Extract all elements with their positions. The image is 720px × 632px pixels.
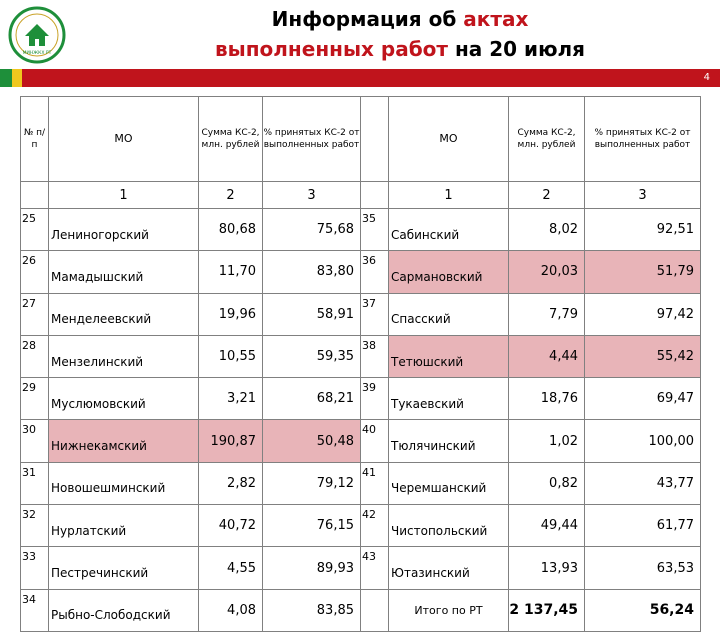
table-row bbox=[21, 420, 701, 462]
row-number: 35 bbox=[361, 209, 389, 251]
col-number-mo: 1 bbox=[49, 182, 199, 209]
percent-value: 100,00 bbox=[585, 420, 701, 462]
municipality-name: Менделеевский bbox=[49, 293, 199, 335]
table-row bbox=[21, 293, 701, 335]
sum-value: 2,82 bbox=[199, 462, 263, 504]
percent-value: 59,35 bbox=[263, 335, 361, 377]
municipality-name: Чистопольский bbox=[389, 505, 509, 547]
percent-value: 50,48 bbox=[263, 420, 361, 462]
row-number: 30 bbox=[21, 420, 49, 462]
row-number: 27 bbox=[21, 293, 49, 335]
percent-value: 89,93 bbox=[263, 547, 361, 589]
page-title: Информация об актах выполненных работ на 20 июля bbox=[214, 7, 585, 61]
percent-value: 63,53 bbox=[585, 547, 701, 589]
sum-value: 20,03 bbox=[509, 251, 585, 293]
sum-value: 4,55 bbox=[199, 547, 263, 589]
row-number: 42 bbox=[361, 505, 389, 547]
sum-value: 8,02 bbox=[509, 209, 585, 251]
row-number: 37 bbox=[361, 293, 389, 335]
percent-value: 97,42 bbox=[585, 293, 701, 335]
percent-value: 69,47 bbox=[585, 378, 701, 420]
percent-value: 92,51 bbox=[585, 209, 701, 251]
municipality-name: Мамадышский bbox=[49, 251, 199, 293]
row-number: 41 bbox=[361, 462, 389, 504]
col-header-mo: МО bbox=[49, 97, 199, 182]
table-row bbox=[21, 335, 701, 377]
total-sum: 2 137,45 bbox=[509, 589, 585, 631]
table-row bbox=[21, 378, 701, 420]
municipality-name: Тетюшский bbox=[389, 335, 509, 377]
municipality-name: Нурлатский bbox=[49, 505, 199, 547]
percent-value: 68,21 bbox=[263, 378, 361, 420]
sum-value: 40,72 bbox=[199, 505, 263, 547]
sum-value: 190,87 bbox=[199, 420, 263, 462]
row-number: 36 bbox=[361, 251, 389, 293]
col-number-cell bbox=[21, 182, 49, 209]
col-number-sum: 2 bbox=[199, 182, 263, 209]
row-number: 31 bbox=[21, 462, 49, 504]
col-number-mo-right: 1 bbox=[389, 182, 509, 209]
percent-value: 83,85 bbox=[263, 589, 361, 631]
logo-text: МИНЖКХ РТ bbox=[22, 51, 52, 56]
sum-value: 0,82 bbox=[509, 462, 585, 504]
col-header-pct: % принятых КС-2 от выполненных работ bbox=[263, 97, 361, 182]
municipality-name: Сабинский bbox=[389, 209, 509, 251]
municipality-name: Черемшанский bbox=[389, 462, 509, 504]
row-number: 25 bbox=[21, 209, 49, 251]
municipality-name: Муслюмовский bbox=[49, 378, 199, 420]
row-number: 39 bbox=[361, 378, 389, 420]
municipality-name: Рыбно-Слободский bbox=[49, 589, 199, 631]
table-row bbox=[21, 209, 701, 251]
municipality-name: Нижнекамский bbox=[49, 420, 199, 462]
col-number-pct: 3 bbox=[263, 182, 361, 209]
col-header-sum-right: Сумма КС-2, млн. рублей bbox=[509, 97, 585, 182]
percent-value: 61,77 bbox=[585, 505, 701, 547]
col-number-sum-right: 2 bbox=[509, 182, 585, 209]
percent-value: 55,42 bbox=[585, 335, 701, 377]
table-row bbox=[21, 547, 701, 589]
row-number: 33 bbox=[21, 547, 49, 589]
municipality-name: Мензелинский bbox=[49, 335, 199, 377]
row-number: 40 bbox=[361, 420, 389, 462]
percent-value: 76,15 bbox=[263, 505, 361, 547]
sum-value: 49,44 bbox=[509, 505, 585, 547]
total-label: Итого по РТ bbox=[389, 589, 509, 631]
row-number: 32 bbox=[21, 505, 49, 547]
sum-value: 80,68 bbox=[199, 209, 263, 251]
sum-value: 4,08 bbox=[199, 589, 263, 631]
total-spacer bbox=[361, 589, 389, 631]
table-row bbox=[21, 462, 701, 504]
col-number-pct-right: 3 bbox=[585, 182, 701, 209]
municipality-name: Пестречинский bbox=[49, 547, 199, 589]
row-number: 28 bbox=[21, 335, 49, 377]
sum-value: 11,70 bbox=[199, 251, 263, 293]
percent-value: 79,12 bbox=[263, 462, 361, 504]
municipality-name: Тукаевский bbox=[389, 378, 509, 420]
col-header-num: № п/п bbox=[21, 97, 49, 182]
municipality-name: Тюлячинский bbox=[389, 420, 509, 462]
row-number: 38 bbox=[361, 335, 389, 377]
col-header-num-right bbox=[361, 97, 389, 182]
page-number: 4 bbox=[703, 72, 710, 83]
sum-value: 7,79 bbox=[509, 293, 585, 335]
sum-value: 1,02 bbox=[509, 420, 585, 462]
col-number-cell bbox=[361, 182, 389, 209]
percent-value: 43,77 bbox=[585, 462, 701, 504]
table-row bbox=[21, 589, 701, 631]
ministry-logo bbox=[8, 6, 66, 64]
sum-value: 13,93 bbox=[509, 547, 585, 589]
col-header-mo-right: МО bbox=[389, 97, 509, 182]
sum-value: 18,76 bbox=[509, 378, 585, 420]
municipality-name: Сармановский bbox=[389, 251, 509, 293]
municipality-name: Новошешминский bbox=[49, 462, 199, 504]
municipality-name: Лениногорский bbox=[49, 209, 199, 251]
percent-value: 58,91 bbox=[263, 293, 361, 335]
sum-value: 4,44 bbox=[509, 335, 585, 377]
row-number: 43 bbox=[361, 547, 389, 589]
row-number: 29 bbox=[21, 378, 49, 420]
sum-value: 19,96 bbox=[199, 293, 263, 335]
col-header-pct-right: % принятых КС-2 от выполненных работ bbox=[585, 97, 701, 182]
municipality-name: Ютазинский bbox=[389, 547, 509, 589]
sum-value: 3,21 bbox=[199, 378, 263, 420]
percent-value: 83,80 bbox=[263, 251, 361, 293]
row-number: 26 bbox=[21, 251, 49, 293]
total-percent: 56,24 bbox=[585, 589, 701, 631]
table-row bbox=[21, 251, 701, 293]
col-header-sum: Сумма КС-2, млн. рублей bbox=[199, 97, 263, 182]
acts-table bbox=[20, 96, 701, 632]
row-number: 34 bbox=[21, 589, 49, 631]
table-row bbox=[21, 505, 701, 547]
sum-value: 10,55 bbox=[199, 335, 263, 377]
municipality-name: Спасский bbox=[389, 293, 509, 335]
percent-value: 75,68 bbox=[263, 209, 361, 251]
percent-value: 51,79 bbox=[585, 251, 701, 293]
header-stripe bbox=[0, 69, 720, 87]
